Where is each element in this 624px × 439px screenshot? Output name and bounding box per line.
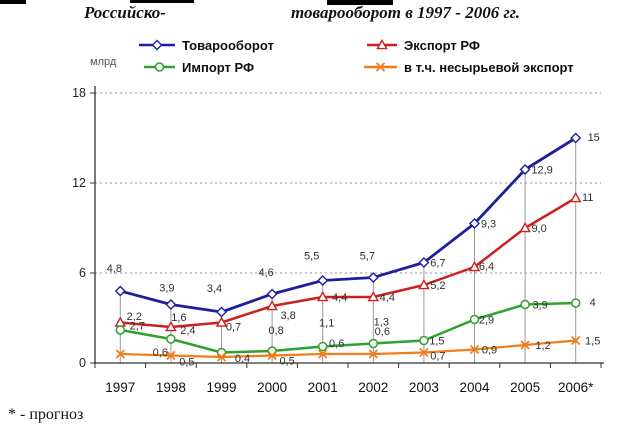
non-raw-export-x-marker-icon xyxy=(363,60,398,74)
data-point-marker-diamond xyxy=(268,290,277,299)
data-label: 4,4 xyxy=(379,292,395,304)
data-label: 0,9 xyxy=(481,344,498,357)
data-point-marker-circle xyxy=(572,299,580,307)
data-point-marker-diamond xyxy=(369,273,378,282)
data-label: 0,5 xyxy=(279,355,295,368)
data-label: 15 xyxy=(587,132,600,144)
y-tick-label: 12 xyxy=(72,176,86,190)
data-label: 0,6 xyxy=(374,326,390,338)
data-point-marker-circle xyxy=(319,343,327,351)
data-point-marker-circle xyxy=(116,326,124,334)
data-point-marker-circle xyxy=(521,301,529,309)
chart-title-right: товарооборот в 1997 - 2006 гг. xyxy=(291,3,521,22)
legend-item-non-raw-export xyxy=(363,59,574,75)
x-category-label: 2004 xyxy=(459,380,490,395)
data-label: 5,2 xyxy=(430,280,446,292)
data-label: 12,9 xyxy=(531,164,553,177)
legend-label-export: Экспорт РФ xyxy=(404,37,480,53)
x-category-label: 2001 xyxy=(307,380,338,395)
x-category-label: 2005 xyxy=(510,380,541,395)
data-point-marker-circle xyxy=(471,316,479,324)
y-tick-label: 0 xyxy=(79,356,86,370)
import-circle-marker-icon xyxy=(143,60,176,74)
x-category-label: 2003 xyxy=(408,380,439,395)
data-label: 3,9 xyxy=(159,282,175,295)
data-label: 3,9 xyxy=(532,299,548,312)
data-label: 1,5 xyxy=(585,335,601,348)
data-label: 4,8 xyxy=(106,263,122,275)
legend-marker-diamond-icon xyxy=(153,41,162,50)
chart-title-left: Российско- xyxy=(84,3,166,22)
data-point-marker-circle xyxy=(369,340,377,348)
turnover-diamond-marker-icon xyxy=(138,38,176,52)
data-label: 0,6 xyxy=(152,347,168,359)
data-label: 2,9 xyxy=(478,314,495,327)
data-label: 4,6 xyxy=(258,267,274,279)
data-label: 0,8 xyxy=(268,325,284,337)
x-category-label: 1999 xyxy=(206,380,237,395)
data-label: 6,7 xyxy=(430,257,446,270)
data-point-marker-diamond xyxy=(217,308,226,317)
data-label: 0,4 xyxy=(234,353,251,365)
data-label: 1,6 xyxy=(171,312,187,324)
x-category-label: 2006* xyxy=(558,380,594,395)
data-label: 0,6 xyxy=(329,338,345,350)
forecast-footnote: * - прогноз xyxy=(8,406,84,423)
data-label: 1,3 xyxy=(373,316,389,329)
legend-item-export xyxy=(366,37,480,53)
data-label: 0,7 xyxy=(430,350,446,363)
data-label: 5,7 xyxy=(359,250,375,263)
data-point-marker-diamond xyxy=(318,276,327,285)
y-tick-label: 6 xyxy=(79,266,86,280)
x-category-label: 1998 xyxy=(155,380,186,395)
data-label: 2,4 xyxy=(180,325,196,337)
data-label: 4 xyxy=(589,297,596,309)
legend-label-turnover: Товарооборот xyxy=(182,37,274,53)
x-category-label: 1997 xyxy=(105,380,136,395)
data-label: 4,4 xyxy=(332,292,348,304)
data-label: 9,0 xyxy=(531,223,547,235)
data-label: 2,2 xyxy=(126,311,142,323)
data-label: 3,8 xyxy=(280,310,296,322)
data-point-marker-diamond xyxy=(166,300,175,309)
data-point-marker-circle xyxy=(167,335,175,343)
data-label: 1,1 xyxy=(319,317,335,330)
legend-item-turnover xyxy=(138,37,274,53)
legend-item-import xyxy=(143,59,254,75)
data-label: 6,4 xyxy=(478,261,495,273)
data-label: 9,3 xyxy=(480,218,497,231)
y-tick-label: 18 xyxy=(72,86,86,100)
data-label: 0,5 xyxy=(179,356,195,369)
legend-marker-circle-icon xyxy=(156,63,164,71)
legend-label-non-raw-export: в т.ч. несырьевой экспорт xyxy=(404,59,574,75)
x-category-label: 2002 xyxy=(358,380,389,395)
data-label: 0,7 xyxy=(225,321,242,334)
data-label: 11 xyxy=(581,192,594,204)
x-category-label: 2000 xyxy=(257,380,288,395)
data-point-marker-triangle xyxy=(571,193,580,201)
data-label: 2,7 xyxy=(129,320,145,333)
legend-label-import: Импорт РФ xyxy=(182,59,255,75)
data-label: 5,5 xyxy=(304,250,320,263)
data-label: 1,5 xyxy=(429,335,445,348)
export-triangle-marker-icon xyxy=(366,38,398,52)
y-axis-unit-label: млрд xyxy=(90,56,117,68)
series-line-0 xyxy=(120,138,575,312)
data-point-marker-circle xyxy=(420,337,428,345)
data-label: 3,4 xyxy=(206,283,223,295)
data-point-marker-diamond xyxy=(116,287,125,296)
data-label: 1,2 xyxy=(535,340,551,352)
